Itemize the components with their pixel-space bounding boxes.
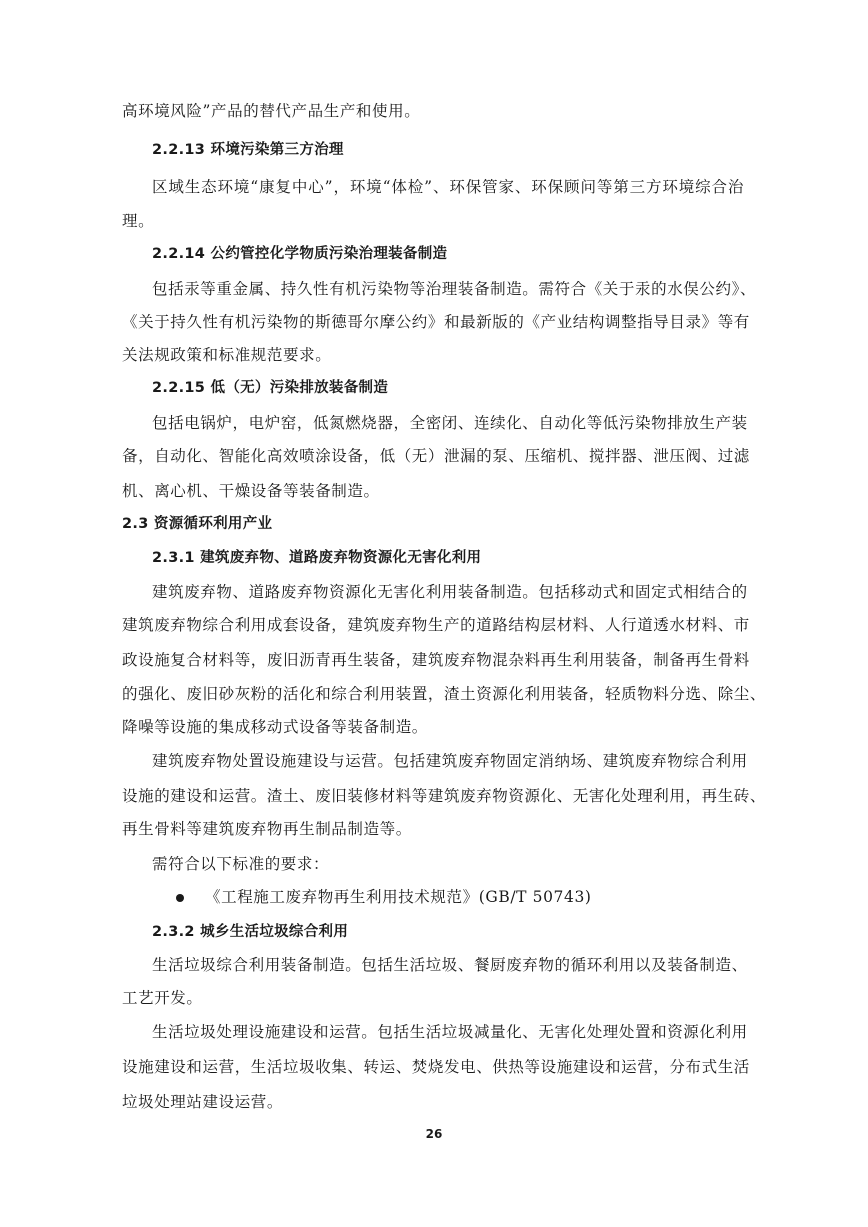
body-text-line: 建筑废弃物、道路废弃物资源化无害化利用装备制造。包括移动式和固定式相结合的 bbox=[152, 583, 748, 601]
body-text-line: 高环境风险”产品的替代产品生产和使用。 bbox=[122, 102, 421, 120]
body-text-line: 工艺开发。 bbox=[122, 989, 203, 1007]
body-text-line: 设施建设和运营，生活垃圾收集、转运、焚烧发电、供热等设施建设和运营，分布式生活 bbox=[122, 1058, 750, 1076]
body-text-line: 备，自动化、智能化高效喷涂设备，低（无）泄漏的泵、压缩机、搅拌器、泄压阀、过滤 bbox=[122, 447, 750, 465]
body-text-line: 的强化、废旧砂灰粉的活化和综合利用装置，渣土资源化利用装备，轻质物料分选、除尘、 bbox=[122, 685, 767, 703]
body-text-line: 生活垃圾综合利用装备制造。包括生活垃圾、餐厨废弃物的循环利用以及装备制造、 bbox=[152, 956, 748, 974]
body-text-line: 包括电锅炉，电炉窑，低氮燃烧器，全密闭、连续化、自动化等低污染物排放生产装 bbox=[152, 414, 748, 432]
section-heading-2-2-13: 2.2.13 环境污染第三方治理 bbox=[152, 142, 344, 158]
section-heading-2-3: 2.3 资源循环利用产业 bbox=[122, 516, 273, 532]
body-text-line: 包括汞等重金属、持久性有机污染物等治理装备制造。需符合《关于汞的水俣公约》、 bbox=[152, 280, 757, 298]
body-text-line: 再生骨料等建筑废弃物再生制品制造等。 bbox=[122, 820, 412, 838]
body-text-line: 降噪等设施的集成移动式设备等装备制造。 bbox=[122, 718, 428, 736]
body-text-line: 机、离心机、干燥设备等装备制造。 bbox=[122, 482, 380, 500]
body-text-line: 设施的建设和运营。渣土、废旧装修材料等建筑废弃物资源化、无害化处理利用，再生砖、 bbox=[122, 787, 767, 805]
body-text-line: 生活垃圾处理设施建设和运营。包括生活垃圾减量化、无害化处理处置和资源化利用 bbox=[152, 1023, 748, 1041]
page-number: 26 bbox=[425, 1127, 443, 1141]
section-heading-2-3-2: 2.3.2 城乡生活垃圾综合利用 bbox=[152, 924, 349, 940]
standard-list-item: 《工程施工废弃物再生利用技术规范》(GB/T 50743) bbox=[205, 888, 592, 906]
section-heading-2-3-1: 2.3.1 建筑废弃物、道路废弃物资源化无害化利用 bbox=[152, 550, 482, 566]
body-text-line: 建筑废弃物综合利用成套设备，建筑废弃物生产的道路结构层材料、人行道透水材料、市 bbox=[122, 616, 750, 634]
bullet-icon bbox=[176, 894, 184, 902]
body-text-line: 理。 bbox=[122, 212, 155, 230]
body-text-line: 建筑废弃物处置设施建设与运营。包括建筑废弃物固定消纳场、建筑废弃物综合利用 bbox=[152, 752, 748, 770]
body-text-line: 垃圾处理站建设运营。 bbox=[122, 1093, 284, 1111]
section-heading-2-2-15: 2.2.15 低（无）污染排放装备制造 bbox=[152, 380, 389, 396]
body-text-line: 关法规政策和标准规范要求。 bbox=[122, 346, 332, 364]
body-text-line: 政设施复合材料等，废旧沥青再生装备，建筑废弃物混杂料再生利用装备，制备再生骨料 bbox=[122, 651, 750, 669]
section-heading-2-2-14: 2.2.14 公约管控化学物质污染治理装备制造 bbox=[152, 246, 448, 262]
body-text-line: 需符合以下标准的要求： bbox=[152, 855, 330, 873]
body-text-line: 《关于持久性有机污染物的斯德哥尔摩公约》和最新版的《产业结构调整指导目录》等有 bbox=[122, 313, 750, 331]
body-text-line: 区域生态环境“康复中心”，环境“体检”、环保管家、环保顾问等第三方环境综合治 bbox=[152, 178, 744, 196]
